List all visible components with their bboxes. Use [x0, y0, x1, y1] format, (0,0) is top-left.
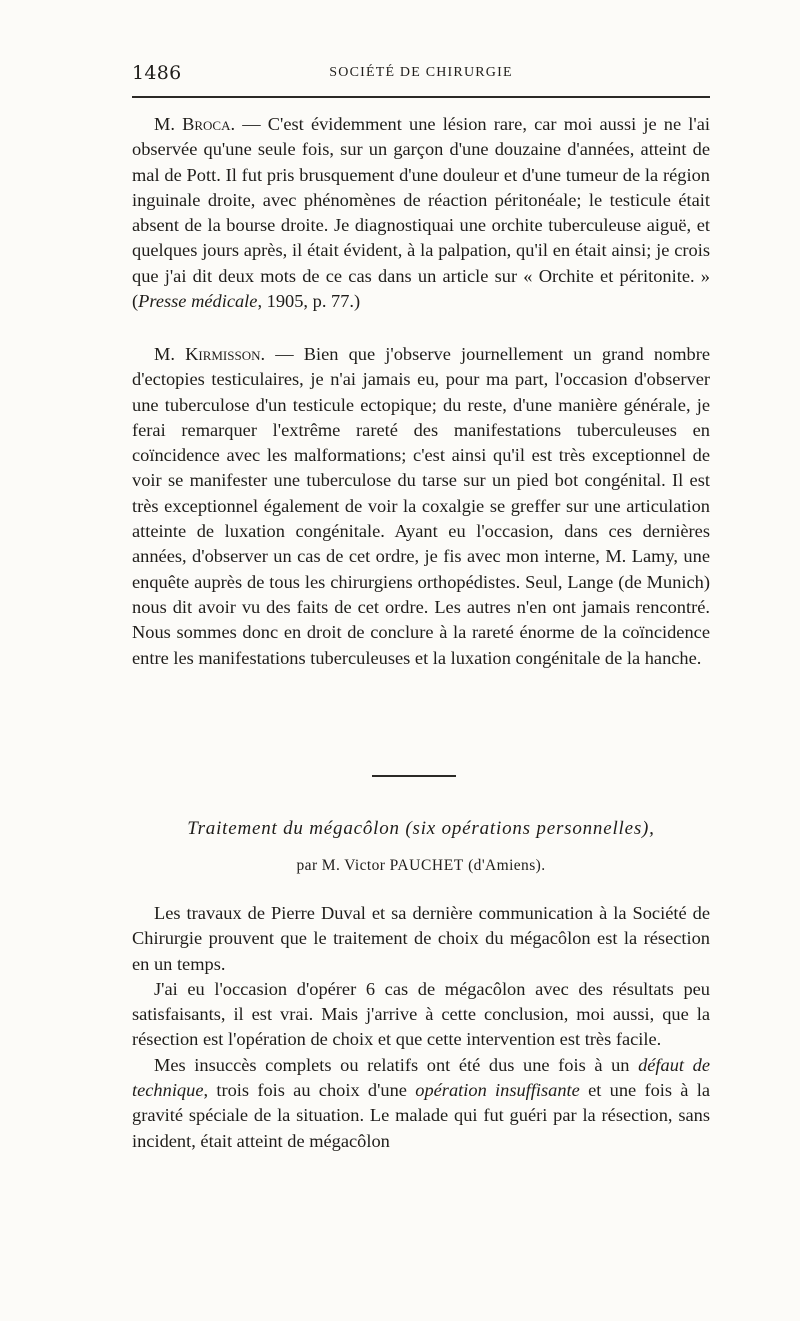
byline-author-name: PAUCHET — [389, 857, 464, 874]
running-head: SOCIÉTÉ DE CHIRURGIE — [329, 65, 513, 80]
broca-paragraph — [132, 112, 710, 314]
byline-suffix: (d'Amiens). — [463, 857, 546, 874]
page-header — [132, 62, 710, 86]
page-number: 1486 — [132, 62, 182, 84]
para3-text-a: Mes insuccès complets ou relatifs ont été dus une fois à un — [154, 1054, 639, 1075]
article-paragraph-1: Les travaux de Pierre Duval et sa dernière communication à la Société de Chirurgie prouvent que le traitement de choix du mégacôlon est la résection en un temps. — [132, 903, 710, 974]
speaker-kirmisson: M. Kirmisson. — [154, 344, 266, 364]
article-title: Traitement du mégacôlon (six opérations personnelles), — [187, 818, 655, 839]
broca-text: — C'est évidemment une lésion rare, car moi aussi je ne l'ai observée qu'une seule fois, sur un garçon d'une douzaine d'années, atteint de mal de Pott. Il fut pris brusquement d'une douleur et d'une tumeur de la région inguinale droite, avec phénomènes de réaction péritonéale; le testicule était absent de la bourse droite. Je diagnostiquai une orchite tuberculeuse aiguë, et quelques jours après, il était évident, à la palpation, qu'il en était ainsi; je crois que j'ai dit deux mots de ce cas dans un article sur « Orchite et péritonite. » ( — [132, 114, 711, 312]
para3-italic-2: opération insuffisante — [415, 1080, 580, 1101]
para3-text-b: , trois fois au choix d'une — [203, 1080, 416, 1101]
article-paragraph-3 — [132, 1053, 710, 1154]
byline-prefix: par M. Victor — [296, 857, 390, 874]
speaker-broca: M. Broca. — [154, 114, 236, 134]
para3-text-c: et une fois à la gravité spéciale de la situation. Le malade qui fut guéri par la résection, sans incident, était atteint de mégacôlon — [132, 1080, 711, 1151]
broca-remark — [132, 112, 710, 314]
kirmisson-remark — [132, 342, 710, 671]
para3-italic-1: défaut de technique — [132, 1054, 710, 1101]
article-body — [132, 901, 710, 1154]
article-byline — [132, 857, 710, 875]
broca-citation-journal: Presse médicale — [138, 291, 258, 312]
section-divider — [372, 775, 456, 777]
kirmisson-text: — Bien que j'observe journellement un grand nombre d'ectopies testiculaires, je n'ai jamais eu, pour ma part, l'occasion d'observer une tuberculose d'un testicule ectopique; du reste, d'une manière générale, je ferai remarquer l'extrême rareté des manifestations tuberculeuses en coïncidence avec les malformations; c'est ainsi qu'il est très exceptionnel de voir se manifester une tuberculose du tarse sur un pied bot congénital. Il est très exceptionnel également de voir la coxalgie se greffer sur une articulation atteinte de luxation congénitale. Ayant eu l'occasion, dans ces dernières années, d'observer un cas de cet ordre, je fis avec mon interne, M. Lamy, une enquête auprès de tous les chirurgiens orthopédistes. Seul, Lange (de Munich) nous dit avoir vu des faits de cet ordre. Les autres n'en ont jamais rencontré. Nous sommes donc en droit de conclure à la rareté énorme de la coïncidence entre les manifestations tuberculeuses et la luxation congénitale de la hanche. — [132, 344, 710, 668]
header-rule — [132, 96, 710, 98]
kirmisson-paragraph — [132, 342, 710, 671]
article-paragraph-2: J'ai eu l'occasion d'opérer 6 cas de mégacôlon avec des résultats peu satisfaisants, il est vrai. Mais j'arrive à cette conclusion, moi aussi, que la résection est l'opération de choix et que cette intervention est très facile. — [132, 978, 710, 1050]
broca-citation-end: , 1905, p. 77.) — [257, 291, 361, 312]
